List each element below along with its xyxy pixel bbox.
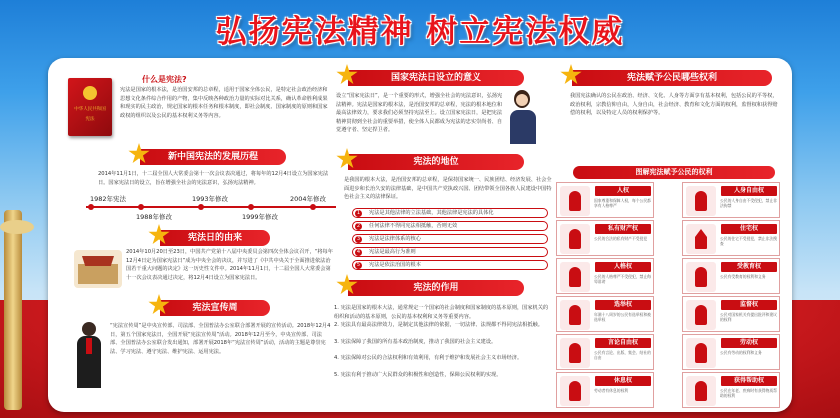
history-text: 2014年11月1日，十二届全国人大常委会第十一次会议表决通过，将每年的12月4日设立为国家宪法日。国家宪法日的设立，旨在增强全社会的宪法意识，弘扬宪法精神。: [98, 171, 329, 186]
huabiao-pillar: [4, 210, 22, 410]
right-label: 监督权: [721, 300, 777, 310]
right-desc: 公民在年老、疾病时有获得物质帮助的权利: [720, 388, 777, 398]
figure-icon: [686, 186, 716, 216]
right-card: [682, 220, 780, 256]
pillar-cloud: [0, 220, 34, 234]
timeline-dot: [310, 204, 316, 210]
star-icon: [336, 148, 358, 170]
rights-title: 宪法赋予公民哪些权利: [626, 73, 717, 83]
timeline-label: 1993年修改: [192, 195, 229, 203]
meaning-title: 国家宪法日设立的意义: [390, 73, 481, 83]
status-item-text: 宪法是依法治国的根本: [369, 262, 421, 268]
right-label: 言论自由权: [595, 338, 651, 348]
status-text: 是我国的根本大法，是治国安邦的总章程，是保持国家统一、民族团结、经济发展、社会全面进步和长治久安的法律基础，是中国共产党执政兴国、团结带领全国各族人民建设中国特色社会主义的法律保证。: [344, 177, 552, 201]
great-hall-illustration: [74, 250, 122, 288]
right-card: [556, 220, 654, 256]
right-card: [682, 372, 780, 408]
hall-roof: [82, 256, 114, 266]
right-card: [682, 258, 780, 294]
timeline-dot: [198, 204, 204, 210]
right-desc: 年满十八周岁的公民有选举权和被选举权: [594, 312, 651, 322]
what-is-constitution-title: 什么是宪法?: [142, 75, 187, 84]
figure-icon: [560, 186, 590, 216]
main-panel: [48, 58, 792, 412]
status-item: 1 宪法是其他法律的立法基础，其他法律是宪法的具体化: [352, 208, 548, 218]
figure-icon: [686, 376, 716, 406]
promo-text: “宪法宣传周”是中央宣传部、司法部、全国普法办公室联合部署开展的宣传活动。2018年12月4日，第五个国家宪法日，全国开展“宪法宣传周”活动。2018年12月至今，中央宣传部、司法部、全国普法办公室联合发出通知，部署开展2018年“宪法宣传周”活动，活动的主题是尊崇宪法、学习宪法、遵守宪法、维护宪法、运用宪法。: [110, 323, 331, 355]
right-label: 选举权: [595, 300, 651, 310]
origin-section-header: [160, 230, 270, 246]
figure-icon: [560, 338, 590, 368]
right-desc: 公民对国家机关有提出批评和建议的权利: [720, 312, 777, 322]
timeline-label: 2004年修改: [290, 195, 327, 203]
right-card: [556, 296, 654, 332]
right-card: [556, 258, 654, 294]
status-item-text: 宪法是其他法律的立法基础，其他法律是宪法的具体化: [369, 210, 494, 216]
figure-icon: [686, 300, 716, 330]
right-desc: 公民的合法的私有财产不受侵犯: [594, 236, 648, 241]
history-section-header: [140, 149, 286, 165]
constitution-book: [68, 78, 112, 136]
figure-icon: [560, 224, 590, 254]
star-icon: [560, 64, 582, 86]
page-title: 弘扬宪法精神 树立宪法权威: [215, 14, 625, 50]
figure-icon: [686, 262, 716, 292]
status-title: 宪法的地位: [413, 157, 459, 167]
book-title-line1: 中华人民共和国: [74, 107, 106, 112]
right-desc: 公民有劳动的权利和义务: [720, 350, 762, 355]
role-item: 5. 宪法有利于推动广大民群众的积极性和创造性，保障公民权利的实现。: [334, 372, 502, 378]
rights-text: 我国宪法确认的公民在政治、经济、文化、人身等方面享有基本权利，包括公民的平等权，政治权利，宗教信仰自由，人身自由，社会经济、教育和文化方面的权利，监督权和获得赔偿的权利，以及特定人员的权利保护等。: [570, 93, 778, 117]
right-label: 获得帮助权: [721, 376, 777, 386]
origin-title: 宪法日的由来: [187, 233, 242, 243]
right-card: [556, 182, 654, 218]
figure-icon: [560, 262, 590, 292]
right-desc: 公民的人身自由不受侵犯，禁止非法拘禁: [720, 198, 777, 208]
right-desc: 公民有受教育的权利和义务: [720, 274, 766, 279]
timeline-line: [86, 206, 336, 208]
meaning-section-header: [348, 70, 524, 86]
lawyer-face: [516, 94, 528, 106]
right-desc: 公民的住宅不受侵犯，禁止非法搜查: [720, 236, 777, 246]
right-desc: 公民的人格尊严不受侵犯，禁止侮辱诽谤: [594, 274, 651, 284]
status-item-text: 任何法律不得同宪法相抵触，否则无效: [369, 223, 458, 229]
role-item: 2. 宪法具有最高法律效力，是制定其他法律的依据，一切法律、法规都不得同宪法相抵触。: [334, 322, 543, 328]
figure-icon: [686, 338, 716, 368]
house-icon: [686, 224, 716, 254]
timeline-dot: [138, 204, 144, 210]
right-label: 受教育权: [721, 262, 777, 272]
role-item: 4. 宪法保障对公民的合法权利和有效利用，有利于维护和发展社会主义市场经济。: [334, 355, 523, 361]
origin-text: 2014年10月20日至23日，中国共产党第十八届中央委员会第四次全体会议召开，“将每年12月4日定为国家宪法日”成为中央全会的决议，并写进了《中共中央关于全面推进依法治国若干重大问题的决定》这一历史性文件中。2014年11月1日，十二届全国人大常委会第十一次会议表决通过决定，将12月4日设立为国家宪法日。: [126, 249, 333, 281]
right-label: 人身自由权: [721, 186, 777, 196]
rights-section-header: [572, 70, 772, 86]
right-label: 人权: [595, 186, 651, 196]
star-icon: [148, 294, 170, 316]
status-item-text: 宪法是法律体系的核心: [369, 236, 421, 242]
history-title: 新中国宪法的发展历程: [167, 152, 258, 162]
status-item: 4 宪法是最高行为准则: [352, 247, 548, 257]
hall-building: [78, 264, 118, 284]
timeline-dot: [88, 204, 94, 210]
role-section-header: [348, 280, 524, 296]
right-card: [682, 334, 780, 370]
figure-icon: [560, 376, 590, 406]
national-emblem-icon: [83, 86, 97, 100]
timeline-label: 1999年修改: [242, 213, 279, 221]
status-section-header: [348, 154, 524, 170]
star-icon: [128, 143, 150, 165]
status-item-text: 宪法是最高行为准则: [369, 249, 416, 255]
header: [0, 0, 840, 56]
right-label: 住宅权: [721, 224, 777, 234]
figure-icon: [560, 300, 590, 330]
star-icon: [148, 224, 170, 246]
judge-tie: [86, 338, 92, 354]
right-card: [682, 296, 780, 332]
promo-title: 宪法宣传周: [192, 303, 238, 313]
right-desc: 公民有言论、出版、集会、结社的自由: [594, 350, 651, 360]
status-item: 3 宪法是法律体系的核心: [352, 234, 548, 244]
right-label: 私有财产权: [595, 224, 651, 234]
star-icon: [336, 64, 358, 86]
what-is-constitution-text: 宪法是国家的根本法，是治国安邦的总章程，适用于国家全体公民，是特定社会政治经济和思想文化条件综合作用的产物，集中反映各种政治力量的实际对比关系，确认革命胜利成果和现实的民主政治，规定国家的根本任务和根本制度，即社会制度、国家制度的原则和国家政权的组织以及公民的基本权利义务等内容。: [120, 87, 328, 119]
status-item: 2 任何法律不得同宪法相抵触，否则无效: [352, 221, 548, 231]
meaning-text: 设立“国家宪法日”，是一个重要的形式，增强全社会的宪法意识，弘扬宪法精神。宪法是国家的根本法，是治国安邦的总章程，宪法的根本地位和最高法律效力，要求我们必须坚持宪法至上。设立国家宪法日，是把宪法精神贯彻到全社会的重要举措，使全体人民都成为宪法的忠实崇尚者、自觉遵守者、坚定捍卫者。: [336, 93, 503, 134]
book-title-line2: 宪法: [85, 117, 95, 122]
timeline-label: 1982年宪法: [90, 195, 127, 203]
right-desc: 国家尊重和保障人权，每个公民都享有人格尊严: [594, 198, 651, 208]
role-item: 1. 宪法是国家的根本大法，通常规定一个国家的社会制度和国家制度的基本原则，国家机关的组织和活动的基本原则，公民的基本权利和义务等重要内容。: [334, 305, 549, 320]
right-card: [556, 334, 654, 370]
timeline-dot: [248, 204, 254, 210]
right-label: 劳动权: [721, 338, 777, 348]
lawyer-illustration: [502, 88, 542, 146]
judge-head: [82, 322, 96, 336]
right-desc: 劳动者有休息的权利: [594, 388, 629, 393]
rights-grid-header: 图解宪法赋予公民的权利: [573, 166, 775, 179]
right-card: [556, 372, 654, 408]
role-title: 宪法的作用: [413, 283, 459, 293]
right-label: 休息权: [595, 376, 651, 386]
judge-illustration: [72, 320, 106, 392]
right-card: [682, 182, 780, 218]
lawyer-suit: [510, 110, 536, 144]
status-item: 5 宪法是依法治国的根本: [352, 260, 548, 270]
right-label: 人格权: [595, 262, 651, 272]
timeline-label: 1988年修改: [136, 213, 173, 221]
star-icon: [336, 274, 358, 296]
promo-section-header: [160, 300, 270, 316]
role-item: 3. 宪法保障了我国的所有基本政治制度，推动了我国的社会主义建设。: [334, 339, 497, 345]
